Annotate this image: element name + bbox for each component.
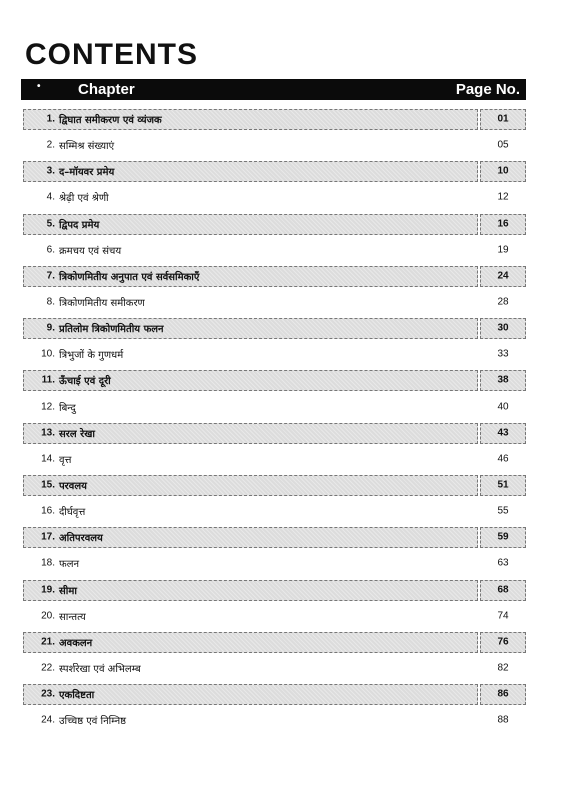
chapter-number: 3. bbox=[46, 165, 55, 177]
toc-row bbox=[21, 394, 526, 420]
toc-row bbox=[21, 472, 526, 498]
toc-row bbox=[21, 263, 526, 289]
toc-row bbox=[21, 707, 526, 733]
toc-row bbox=[21, 498, 526, 524]
toc-header bbox=[21, 79, 526, 100]
chapter-title: दीर्घवृत्त bbox=[59, 507, 86, 519]
toc-row bbox=[21, 681, 526, 707]
chapter-number: 1. bbox=[46, 113, 55, 125]
page-number: 01 bbox=[497, 113, 509, 125]
chapter-title: द्विघात समीकरण एवं व्यंजक bbox=[59, 115, 162, 127]
toc-row bbox=[21, 420, 526, 446]
page-number: 55 bbox=[497, 505, 509, 517]
toc-row bbox=[21, 106, 526, 132]
chapter-number: 20. bbox=[41, 610, 55, 622]
chapter-number: 22. bbox=[41, 662, 55, 674]
chapter-title: ऊँचाई एवं दूरी bbox=[59, 376, 111, 388]
chapter-title: बिन्दु bbox=[59, 402, 76, 414]
chapter-number: 23. bbox=[41, 688, 55, 700]
page-number: 24 bbox=[497, 270, 509, 282]
chapter-number: 13. bbox=[41, 427, 55, 439]
page-number: 63 bbox=[497, 557, 509, 569]
toc-row bbox=[21, 341, 526, 367]
toc-row bbox=[21, 446, 526, 472]
toc-row bbox=[21, 289, 526, 315]
page-number: 28 bbox=[497, 296, 509, 308]
chapter-title: अवकलन bbox=[59, 637, 93, 649]
chapter-number: 5. bbox=[46, 218, 55, 230]
toc-row bbox=[21, 211, 526, 237]
page-number: 40 bbox=[497, 401, 509, 413]
chapter-title: क्रमचय एवं संचय bbox=[59, 245, 122, 257]
chapter-title: सान्तत्य bbox=[59, 611, 86, 623]
toc-row bbox=[21, 524, 526, 550]
chapter-title: प्रतिलोम त्रिकोणमितीय फलन bbox=[59, 324, 164, 336]
chapter-number: 10. bbox=[41, 348, 55, 360]
chapter-number: 19. bbox=[41, 584, 55, 596]
toc-row bbox=[21, 132, 526, 158]
chapter-title: त्रिकोणमितीय अनुपात एवं सर्वसमिकाएँ bbox=[59, 271, 200, 283]
chapter-title: उच्चिष्ठ एवं निम्निष्ठ bbox=[59, 716, 127, 728]
chapter-number: 24. bbox=[41, 714, 55, 726]
chapter-number: 4. bbox=[46, 191, 55, 203]
page-number: 33 bbox=[497, 348, 509, 360]
chapter-number: 11. bbox=[41, 374, 55, 386]
chapter-number: 7. bbox=[46, 270, 55, 282]
chapter-title: द–मॉयवर प्रमेय bbox=[59, 167, 115, 179]
header-page-label: Page No. bbox=[455, 81, 520, 98]
chapter-number: 16. bbox=[41, 505, 55, 517]
chapter-title: सम्मिश्र संख्याएं bbox=[59, 141, 115, 153]
chapter-title: परवलय bbox=[59, 481, 87, 493]
toc-list bbox=[21, 106, 526, 733]
chapter-number: 14. bbox=[41, 453, 55, 465]
page-number: 46 bbox=[497, 453, 509, 465]
page-number: 12 bbox=[497, 191, 509, 203]
page-number: 59 bbox=[497, 531, 509, 543]
chapter-number: 6. bbox=[46, 244, 55, 256]
chapter-title: सीमा bbox=[59, 585, 77, 597]
header-bullet: • bbox=[37, 81, 41, 92]
chapter-number: 2. bbox=[46, 139, 55, 151]
chapter-number: 9. bbox=[46, 322, 55, 334]
header-chapter-label: Chapter bbox=[78, 81, 135, 98]
chapter-title: स्पर्शरेखा एवं अभिलम्ब bbox=[59, 664, 141, 676]
toc-row bbox=[21, 655, 526, 681]
page-number: 88 bbox=[497, 714, 509, 726]
chapter-title: फलन bbox=[59, 559, 80, 571]
chapter-title: त्रिकोणमितीय समीकरण bbox=[59, 298, 145, 310]
page-number: 68 bbox=[497, 584, 509, 596]
chapter-title: द्विपद प्रमेय bbox=[59, 219, 100, 231]
row-highlight-bar bbox=[23, 580, 478, 601]
page-number: 16 bbox=[497, 218, 509, 230]
page-number: 82 bbox=[497, 662, 509, 674]
chapter-number: 8. bbox=[46, 296, 55, 308]
page-number: 30 bbox=[497, 322, 509, 334]
toc-row bbox=[21, 237, 526, 263]
page-number: 51 bbox=[497, 479, 509, 491]
page-number: 10 bbox=[497, 165, 509, 177]
page-number: 86 bbox=[497, 688, 509, 700]
page-number: 19 bbox=[497, 244, 509, 256]
chapter-title: अतिपरवलय bbox=[59, 533, 103, 545]
row-highlight-bar bbox=[23, 475, 478, 496]
chapter-title: वृत्त bbox=[59, 454, 72, 466]
toc-row bbox=[21, 550, 526, 576]
toc-row bbox=[21, 577, 526, 603]
toc-row bbox=[21, 184, 526, 210]
chapter-number: 21. bbox=[41, 636, 55, 648]
chapter-number: 18. bbox=[41, 557, 55, 569]
chapter-title: एकदिष्टता bbox=[59, 690, 95, 702]
page-number: 74 bbox=[497, 610, 509, 622]
chapter-number: 15. bbox=[41, 479, 55, 491]
page-number: 38 bbox=[497, 374, 509, 386]
chapter-number: 17. bbox=[41, 531, 55, 543]
toc-row bbox=[21, 603, 526, 629]
chapter-title: सरल रेखा bbox=[59, 428, 95, 440]
toc-row bbox=[21, 158, 526, 184]
page-title: CONTENTS bbox=[25, 38, 198, 71]
toc-row bbox=[21, 629, 526, 655]
page-number: 05 bbox=[497, 139, 509, 151]
page-number: 43 bbox=[497, 427, 509, 439]
toc-row bbox=[21, 315, 526, 341]
page-number: 76 bbox=[497, 636, 509, 648]
chapter-title: श्रेढ़ी एवं श्रेणी bbox=[59, 193, 109, 205]
toc-row bbox=[21, 367, 526, 393]
chapter-number: 12. bbox=[41, 401, 55, 413]
chapter-title: त्रिभुजों के गुणधर्म bbox=[59, 350, 124, 362]
